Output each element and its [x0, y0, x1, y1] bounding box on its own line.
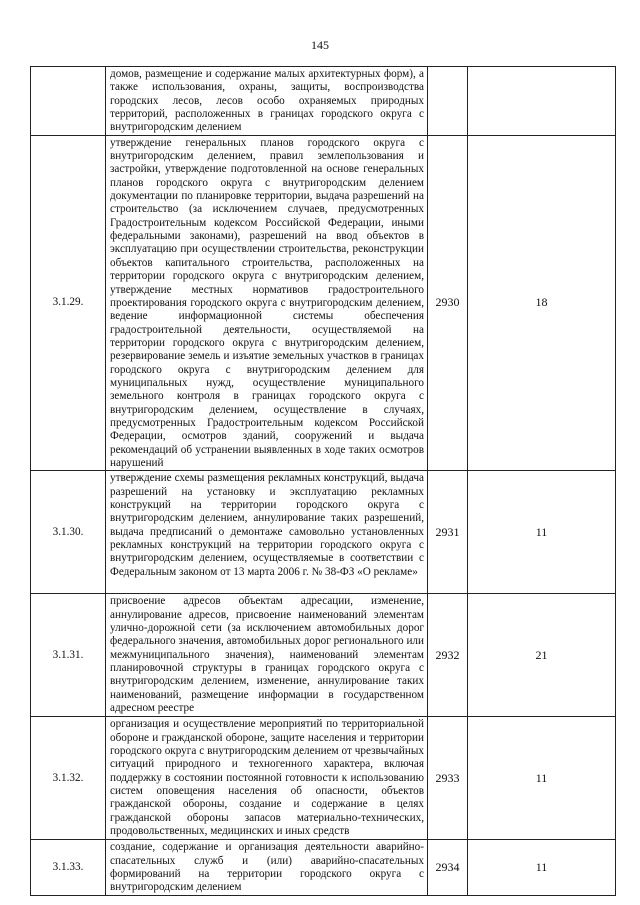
- item-value: 11: [468, 471, 616, 594]
- table-row: [31, 471, 616, 594]
- item-code: [428, 67, 468, 136]
- item-value: 11: [468, 717, 616, 840]
- item-description: присвоение адресов объектам адресации, изменение, аннулирование адресов, присвоение наименований элементам улично-дорожной сети (за исключением автомобильных дорог федерального значения, автомобильных дорог регионального или межмуниципального значения), наименований элементам планировочной структуры в границах городского округа с внутригородским делением, изменение, аннулирование таких наименований, размещение информации в государственном адресном реестре: [106, 594, 428, 717]
- item-number: 3.1.30.: [31, 471, 106, 594]
- item-code: 2931: [428, 471, 468, 594]
- item-number: 3.1.31.: [31, 594, 106, 717]
- item-code: 2933: [428, 717, 468, 840]
- item-description: создание, содержание и организация деятельности аварийно-спасательных служб и (или) аварийно-спасательных формирований на территории городского округа с внутригородским делением: [106, 840, 428, 895]
- item-code: 2932: [428, 594, 468, 717]
- table-row: [31, 67, 616, 136]
- item-value: 18: [468, 135, 616, 471]
- table-row: [31, 717, 616, 840]
- item-number: 3.1.29.: [31, 135, 106, 471]
- table-row: [31, 840, 616, 895]
- item-number: 3.1.32.: [31, 717, 106, 840]
- item-description: домов, размещение и содержание малых архитектурных форм), а также использования, охраны, защиты, воспроизводства городских лесов, лесов особо охраняемых природных территорий, расположенных в границах городского округа с внутригородским делением: [106, 67, 428, 136]
- item-number: 3.1.33.: [31, 840, 106, 895]
- item-number: [31, 67, 106, 136]
- item-code: 2930: [428, 135, 468, 471]
- item-description: организация и осуществление мероприятий по территориальной обороне и гражданской обороне, защите населения и территории городского округа с внутригородским делением от чрезвычайных ситуаций природного и техногенного характера, включая поддержку в состоянии постоянной готовности к использованию систем оповещения населения об опасности, объектов гражданской обороны, создание и содержание в целях гражданской обороны запасов материально-технических, продовольственных, медицинских и иных средств: [106, 717, 428, 840]
- budget-classification-table: [30, 66, 616, 896]
- item-code: 2934: [428, 840, 468, 895]
- page-number: 145: [311, 38, 329, 52]
- item-value: 11: [468, 840, 616, 895]
- table-row: [31, 135, 616, 471]
- item-description: утверждение генеральных планов городского округа с внутригородским делением, правил землепользования и застройки, утверждение подготовленной на основе генеральных планов городского округа с внутригородским делением документации по планировке территории, выдача разрешений на строительство (за исключением случаев, предусмотренных Градостроительным кодексом Российской Федерации, иными федеральными законами), разрешений на ввод объектов в эксплуатацию при осуществлении строительства, реконструкции объектов капитального строительства, расположенных на территории городского округа с внутригородским делением, утверждение местных нормативов градостроительного проектирования городского округа с внутригородским делением, ведение информационной системы обеспечения градостроительной деятельности, осуществляемой на территории городского округа с внутригородским делением, резервирование земель и изъятие земельных участков в границах городского округа с внутригородским делением для муниципальных нужд, осуществление муниципального земельного контроля в границах городского округа с внутригородским делением, осуществление в случаях, предусмотренных Градостроительным кодексом Российской Федерации, осмотров зданий, сооружений и выдача рекомендаций об устранении выявленных в ходе таких осмотров нарушений: [106, 135, 428, 471]
- item-description: утверждение схемы размещения рекламных конструкций, выдача разрешений на установку и эксплуатацию рекламных конструкций на территории городского округа с внутригородским делением, аннулирование таких разрешений, выдача предписаний о демонтаже самовольно установленных рекламных конструкций на территории городского округа с внутригородским делением, осуществляемые в соответствии с Федеральным законом от 13 марта 2006 г. № 38-ФЗ «О рекламе»: [106, 471, 428, 594]
- table-row: [31, 594, 616, 717]
- item-value: 21: [468, 594, 616, 717]
- item-value: [468, 67, 616, 136]
